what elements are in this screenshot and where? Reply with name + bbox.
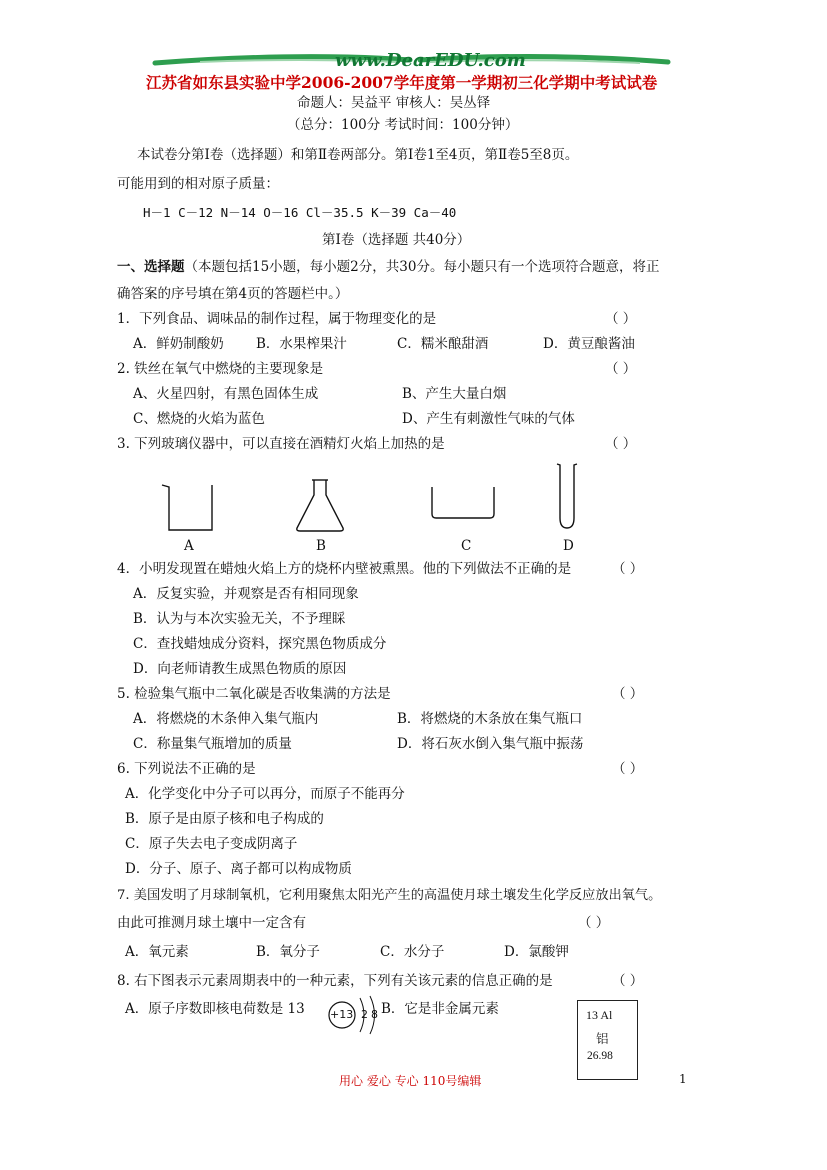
element-number-symbol: 13 Al bbox=[586, 1008, 613, 1022]
page-number: 1 bbox=[679, 1072, 687, 1086]
q2-option-b: B、产生大量白烟 bbox=[402, 386, 507, 402]
element-name: 铝 bbox=[596, 1031, 609, 1046]
section1-heading: 一、选择题 bbox=[117, 259, 185, 275]
q6-option-d: D．分子、原子、离子都可以构成物质 bbox=[125, 861, 352, 877]
q4-option-d: D．向老师请教生成黑色物质的原因 bbox=[133, 661, 347, 677]
q7-option-a: A．氧元素 bbox=[125, 944, 189, 960]
q7-option-d: D．氯酸钾 bbox=[504, 944, 569, 960]
q1-stem: 1．下列食品、调味品的制作过程，属于物理变化的是 bbox=[117, 311, 437, 327]
q5-option-b: B．将燃烧的木条放在集气瓶口 bbox=[397, 711, 583, 727]
authors-line: 命题人：吴益平 审核人：吴丛铎 bbox=[297, 95, 491, 111]
q3-label-d: D bbox=[563, 538, 574, 554]
logo-text: www.DearEDU.com bbox=[335, 50, 526, 71]
q1-option-a: A．鲜奶制酸奶 bbox=[133, 336, 224, 352]
q3-label-c: C bbox=[461, 538, 472, 554]
intro-line-1: 本试卷分第Ⅰ卷（选择题）和第Ⅱ卷两部分。第Ⅰ卷1至4页，第Ⅱ卷5至8页。 bbox=[137, 147, 579, 163]
q5-option-c: C．称量集气瓶增加的质量 bbox=[133, 736, 292, 752]
q1-option-b: B．水果榨果汁 bbox=[256, 336, 347, 352]
q6-option-a: A．化学变化中分子可以再分，而原子不能再分 bbox=[125, 786, 405, 802]
q1-option-d: D．黄豆酿酱油 bbox=[543, 336, 635, 352]
atom-shell-1: 2 bbox=[361, 1008, 368, 1021]
q8-answer-paren: （ ） bbox=[612, 973, 644, 989]
q6-option-c: C．原子失去电子变成阴离子 bbox=[125, 836, 298, 852]
atom-nucleus-charge: +13 bbox=[330, 1008, 354, 1021]
element-mass: 26.98 bbox=[587, 1050, 613, 1062]
q6-stem: 6. 下列说法不正确的是 bbox=[117, 761, 256, 777]
q4-option-b: B．认为与本次实验无关，不予理睬 bbox=[133, 611, 346, 627]
intro-line-2: 可能用到的相对原子质量： bbox=[117, 176, 279, 192]
conical-flask-icon bbox=[297, 480, 343, 531]
part1-title: 第Ⅰ卷（选择题 共40分） bbox=[322, 232, 471, 248]
q3-answer-paren: （ ） bbox=[605, 436, 637, 452]
test-tube-icon bbox=[557, 464, 577, 528]
q2-answer-paren: （ ） bbox=[605, 361, 637, 377]
q4-option-a: A．反复实验，并观察是否有相同现象 bbox=[133, 586, 359, 602]
q2-option-d: D、产生有刺激性气味的气体 bbox=[402, 411, 575, 427]
beaker-icon bbox=[162, 485, 212, 530]
section1-desc-line2: 确答案的序号填在第4页的答题栏中。） bbox=[117, 286, 349, 302]
q7-answer-paren: （ ） bbox=[578, 915, 610, 931]
q1-answer-paren: （ ） bbox=[605, 311, 637, 327]
score-time-line: （总分：100分 考试时间：100分钟） bbox=[287, 117, 519, 133]
atomic-masses: H－1 C－12 N－14 O－16 Cl－35.5 K－39 Ca－40 bbox=[143, 205, 457, 220]
q8-stem: 8. 右下图表示元素周期表中的一种元素，下列有关该元素的信息正确的是 bbox=[117, 973, 553, 989]
q1-option-c: C．糯米酿甜酒 bbox=[397, 336, 489, 352]
q2-option-c: C、燃烧的火焰为蓝色 bbox=[133, 411, 265, 427]
q8-option-b: B．它是非金属元素 bbox=[381, 1001, 499, 1017]
q5-stem: 5. 检验集气瓶中二氧化碳是否收集满的方法是 bbox=[117, 686, 391, 702]
q3-stem: 3. 下列玻璃仪器中，可以直接在酒精灯火焰上加热的是 bbox=[117, 436, 445, 452]
q5-option-a: A．将燃烧的木条伸入集气瓶内 bbox=[133, 711, 319, 727]
q6-option-b: B．原子是由原子核和电子构成的 bbox=[125, 811, 324, 827]
q4-answer-paren: （ ） bbox=[612, 561, 644, 577]
q3-label-a: A bbox=[184, 538, 194, 554]
q7-option-b: B．氧分子 bbox=[256, 944, 320, 960]
q8-option-a: A．原子序数即核电荷数是 13 bbox=[125, 1001, 305, 1017]
atom-shell-2: 8 bbox=[371, 1008, 378, 1021]
q5-option-d: D．将石灰水倒入集气瓶中振荡 bbox=[397, 736, 584, 752]
q7-stem-line2: 由此可推测月球土壤中一定含有 bbox=[117, 915, 306, 931]
q5-answer-paren: （ ） bbox=[612, 686, 644, 702]
section1-desc: （本题包括15小题，每小题2分，共30分。每小题只有一个选项符合题意，将正 bbox=[184, 259, 660, 275]
q7-stem-line1: 7. 美国发明了月球制氧机，它利用聚焦太阳光产生的高温使月球土壤发生化学反应放出氧气。 bbox=[117, 888, 662, 903]
section1-desc-line1 bbox=[117, 258, 659, 276]
q7-option-c: C．水分子 bbox=[380, 944, 445, 960]
q4-option-c: C．查找蜡烛成分资料，探究黑色物质成分 bbox=[133, 636, 387, 652]
q3-glassware-figure bbox=[0, 458, 827, 548]
q6-answer-paren: （ ） bbox=[612, 761, 644, 777]
q2-option-a: A、火星四射，有黑色固体生成 bbox=[133, 386, 319, 402]
q2-stem: 2. 铁丝在氧气中燃烧的主要现象是 bbox=[117, 361, 324, 377]
q4-stem: 4．小明发现置在蜡烛火焰上方的烧杯内壁被熏黑。他的下列做法不正确的是 bbox=[117, 561, 572, 577]
q3-label-b: B bbox=[316, 538, 326, 554]
page-title: 江苏省如东县实验中学2006-2007学年度第一学期初三化学期中考试试卷 bbox=[146, 73, 658, 92]
crystallizing-dish-icon bbox=[432, 487, 494, 518]
footer-text: 用心 爱心 专心 110号编辑 bbox=[339, 1074, 482, 1088]
